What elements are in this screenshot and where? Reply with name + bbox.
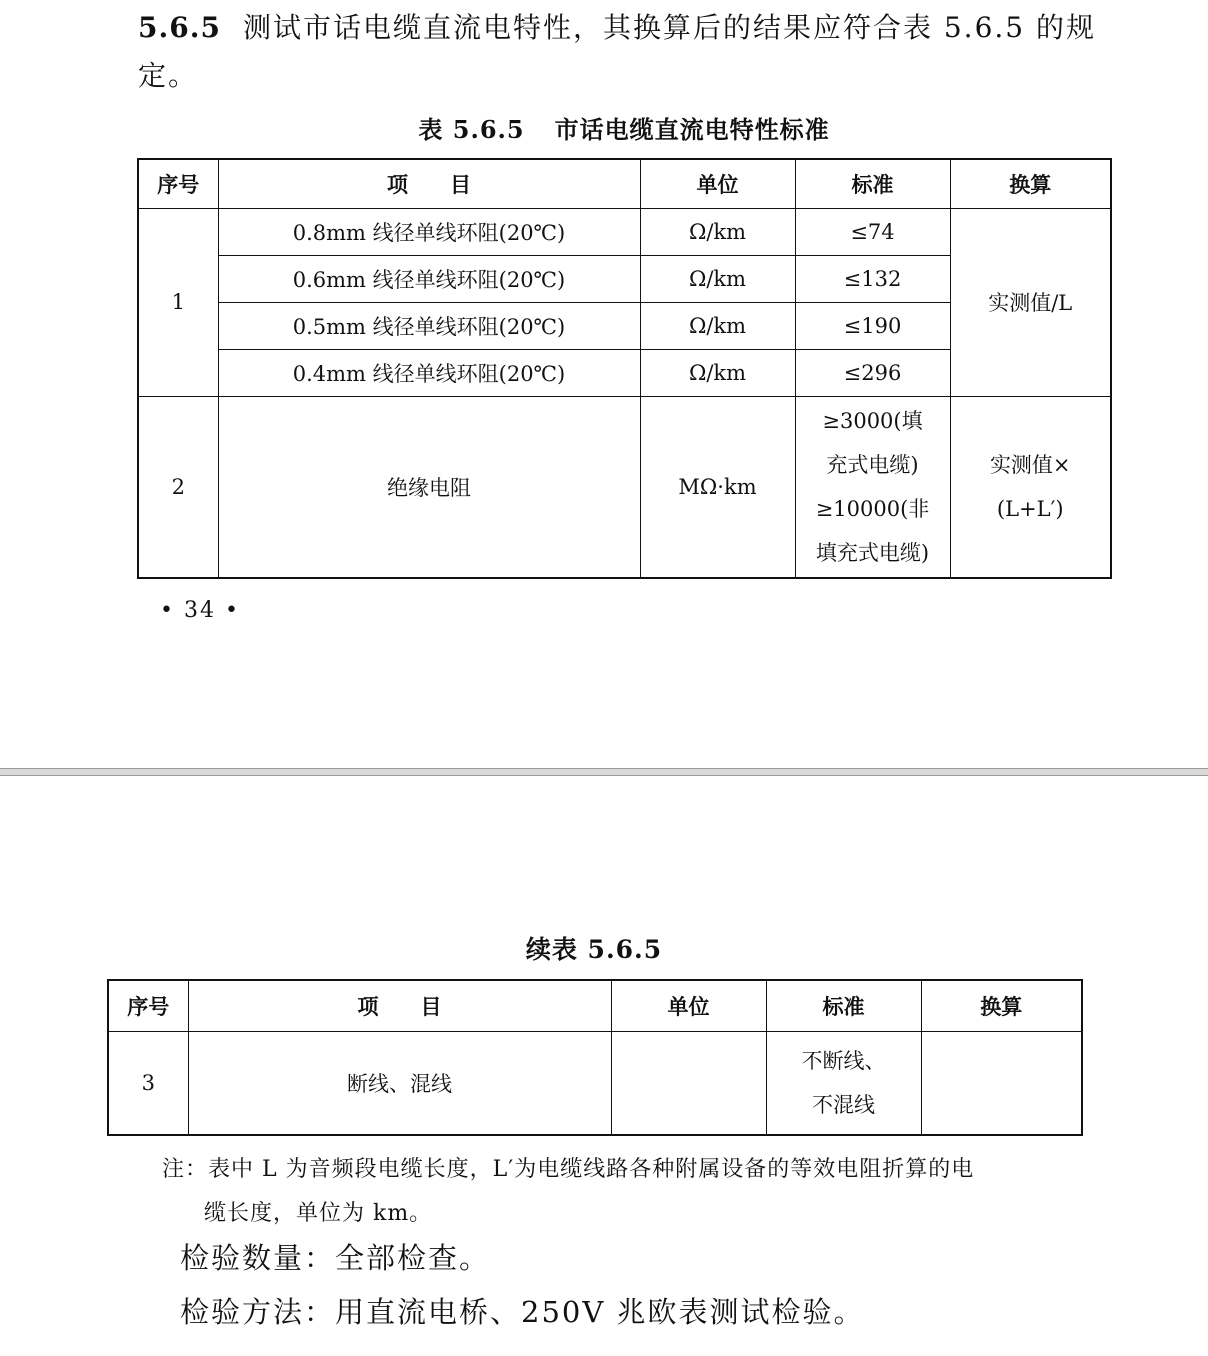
- row1-unit-b: Ω/km: [640, 255, 795, 302]
- header-seq: 序号: [138, 159, 218, 208]
- header-unit: 单位: [640, 159, 795, 208]
- clause-text: 测试市话电缆直流电特性，其换算后的结果应符合表 5.6.5 的规定。: [138, 11, 1097, 92]
- table-row: [138, 396, 1111, 578]
- header-unit: 单位: [611, 980, 766, 1031]
- table-row: [138, 208, 1111, 255]
- note-line2: 缆长度，单位为 km。: [204, 1201, 433, 1226]
- table-note: [162, 1148, 1092, 1236]
- clause-number: 5.6.5: [138, 11, 221, 44]
- row1-unit-d: Ω/km: [640, 349, 795, 396]
- header-standard: 标准: [795, 159, 950, 208]
- row2-seq: 2: [138, 396, 218, 578]
- row2-standard-line4: 填充式电缆): [815, 540, 930, 565]
- note-line1: 注：表中 L 为音频段电缆长度，L′为电缆线路各种附属设备的等效电阻折算的电: [162, 1157, 975, 1182]
- row2-standard-line3: ≥10000(非: [815, 496, 930, 521]
- row3-conversion: [921, 1031, 1082, 1135]
- row1-conversion: 实测值/L: [950, 208, 1111, 396]
- header-seq: 序号: [108, 980, 188, 1031]
- row1-item-a: 0.8mm 线径单线环阻(20℃): [218, 208, 640, 255]
- row2-item: 绝缘电阻: [218, 396, 640, 578]
- table1-caption: [138, 110, 1110, 145]
- header-conversion: 换算: [921, 980, 1082, 1031]
- table1-caption-title: 市话电缆直流电特性标准: [554, 115, 830, 144]
- row1-item-c: 0.5mm 线径单线环阻(20℃): [218, 302, 640, 349]
- row1-item-d: 0.4mm 线径单线环阻(20℃): [218, 349, 640, 396]
- inspection-quantity: 检验数量：全部检查。: [180, 1241, 491, 1275]
- row2-conversion: [950, 396, 1111, 578]
- row3-standard: [766, 1031, 921, 1135]
- row1-unit-c: Ω/km: [640, 302, 795, 349]
- table1: [137, 158, 1112, 579]
- row2-standard-line2: 充式电缆): [826, 452, 919, 477]
- row1-standard-c: ≤190: [795, 302, 950, 349]
- row2-conversion-line2: (L+L′): [996, 496, 1064, 521]
- row1-standard-a: ≤74: [795, 208, 950, 255]
- row2-unit: MΩ·km: [640, 396, 795, 578]
- row3-standard-line2: 不混线: [812, 1092, 875, 1117]
- row1-unit-a: Ω/km: [640, 208, 795, 255]
- table1-caption-number: 表 5.6.5: [418, 115, 525, 144]
- row2-standard: [795, 396, 950, 578]
- row3-item: 断线、混线: [188, 1031, 611, 1135]
- row1-seq: 1: [138, 208, 218, 396]
- row2-standard-line1: ≥3000(填: [822, 408, 923, 433]
- row1-item-b: 0.6mm 线径单线环阻(20℃): [218, 255, 640, 302]
- clause-paragraph: [138, 4, 1113, 100]
- row1-standard-d: ≤296: [795, 349, 950, 396]
- inspection-method: 检验方法：用直流电桥、250V 兆欧表测试检验。: [180, 1295, 865, 1329]
- row2-conversion-line1: 实测值×: [989, 452, 1071, 477]
- page-number: • 34 •: [160, 598, 240, 623]
- table1-header-row: [138, 159, 1111, 208]
- table-row: [108, 1031, 1082, 1135]
- row3-unit: [611, 1031, 766, 1135]
- header-item: 项 目: [188, 980, 611, 1031]
- row3-seq: 3: [108, 1031, 188, 1135]
- row1-standard-b: ≤132: [795, 255, 950, 302]
- header-item: 项 目: [218, 159, 640, 208]
- table2-caption: 续表 5.6.5: [525, 935, 663, 964]
- header-standard: 标准: [766, 980, 921, 1031]
- page-separator: [0, 768, 1208, 776]
- header-conversion: 换算: [950, 159, 1111, 208]
- table2-header-row: [108, 980, 1082, 1031]
- table2: [107, 979, 1083, 1136]
- row3-standard-line1: 不断线、: [801, 1048, 886, 1073]
